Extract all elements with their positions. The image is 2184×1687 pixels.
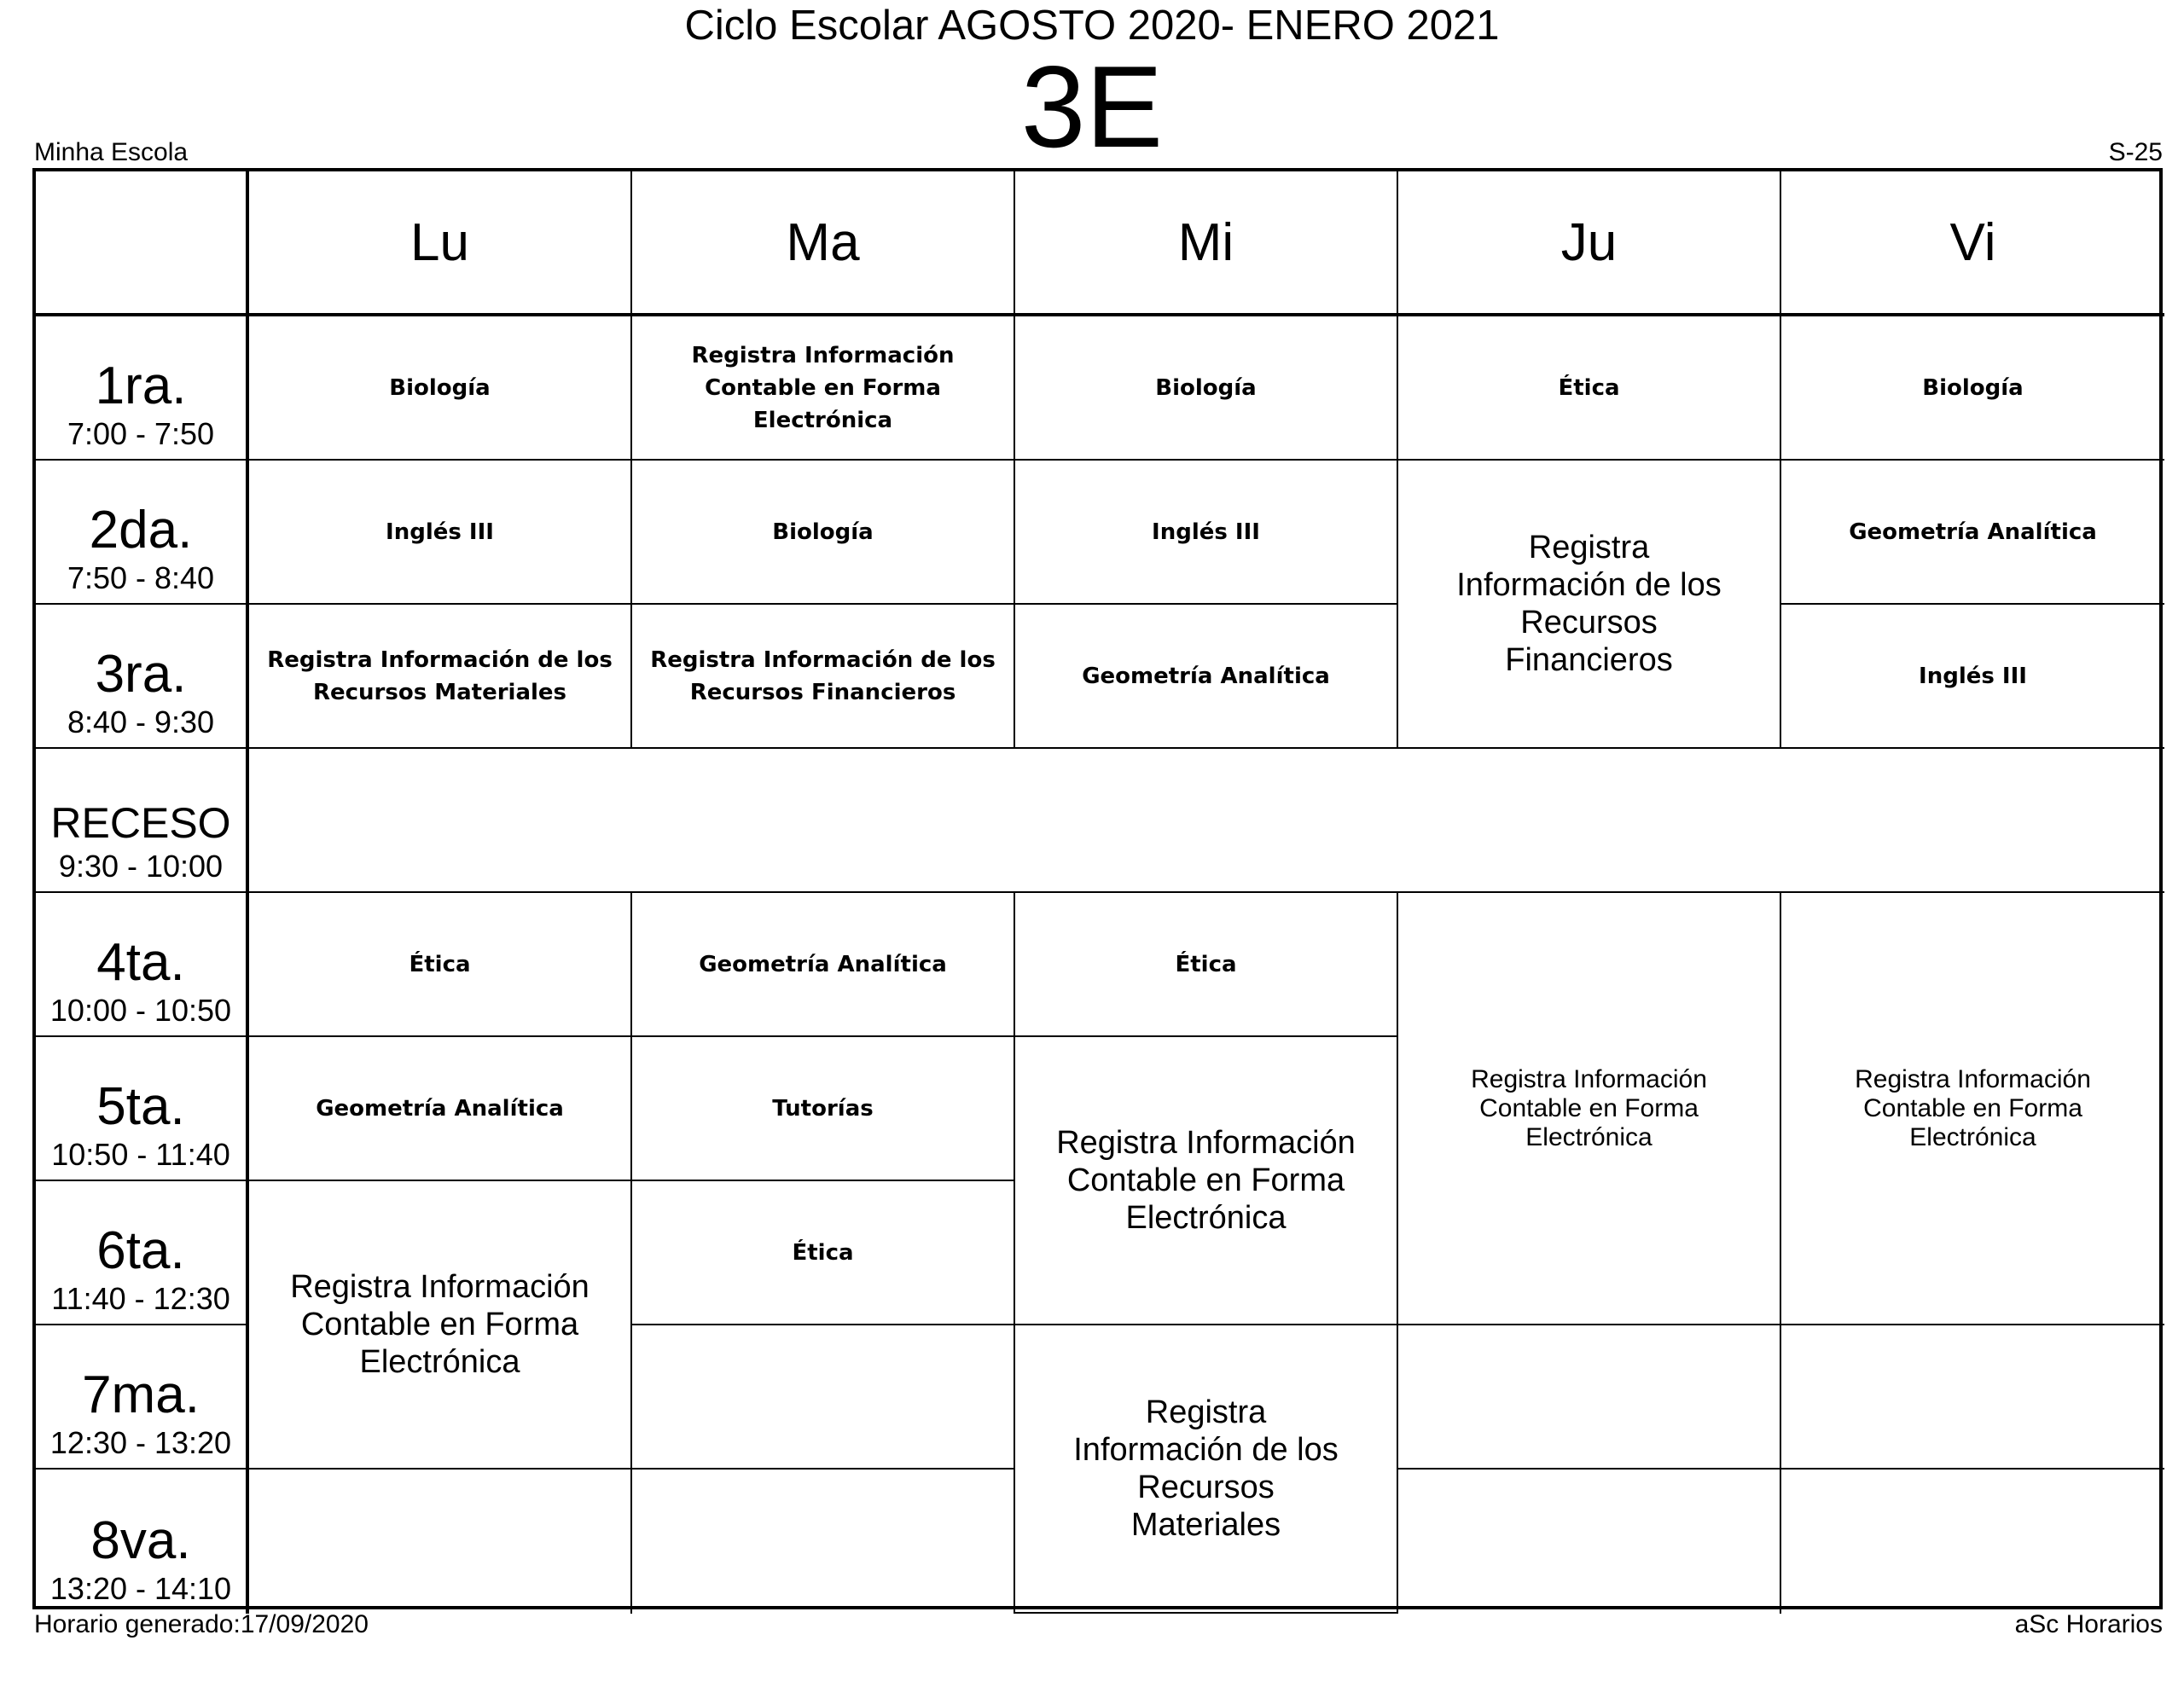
- lesson-cell: [249, 1037, 632, 1181]
- empty-cell: [1781, 1470, 2164, 1614]
- generated-date: Horario generado:17/09/2020: [34, 1610, 369, 1638]
- lesson-cell: [632, 316, 1015, 461]
- period-time: 9:30 - 10:00: [58, 849, 224, 884]
- lesson-subject: Registra Información de los Recursos Materiales: [1073, 1394, 1339, 1543]
- lesson-cell: [1781, 316, 2164, 461]
- empty-cell: [1781, 1325, 2164, 1470]
- cycle-title: Ciclo Escolar AGOSTO 2020- ENERO 2021: [684, 3, 1500, 49]
- lesson-cell: [1398, 316, 1781, 461]
- lesson-subject: Registra Información de los Recursos Financieros: [1456, 530, 1722, 678]
- lesson-cell: [1015, 1037, 1398, 1325]
- period-label: [36, 316, 249, 461]
- lesson-subject: Biología: [1922, 374, 2024, 401]
- lesson-subject: Inglés III: [386, 519, 494, 545]
- day-header-ju: Ju: [1398, 171, 1781, 316]
- period-label-recess: [36, 749, 249, 893]
- lesson-subject: Registra Información Contable en Forma Electrónica: [1471, 1064, 1707, 1151]
- corner-cell: [36, 171, 249, 316]
- period-time: 10:50 - 11:40: [51, 1137, 230, 1172]
- empty-cell: [249, 1470, 632, 1614]
- lesson-subject: Biología: [389, 374, 491, 401]
- day-header-mi: Mi: [1015, 171, 1398, 316]
- lesson-subject: Registra Información Contable en Forma Electrónica: [691, 342, 955, 433]
- period-name: 7ma.: [82, 1365, 200, 1424]
- timetable-grid: [32, 168, 2163, 1609]
- lesson-subject: Registra Información Contable en Forma Electrónica: [290, 1269, 590, 1380]
- period-label: [36, 1325, 249, 1470]
- period-label: [36, 1470, 249, 1614]
- lesson-cell: [632, 605, 1015, 749]
- period-label: [36, 605, 249, 749]
- lesson-cell: [249, 461, 632, 605]
- lesson-cell: [249, 893, 632, 1037]
- lesson-subject: Ética: [792, 1239, 854, 1266]
- empty-cell: [1398, 1470, 1781, 1614]
- period-name: 3ra.: [95, 645, 187, 704]
- lesson-cell: [1015, 316, 1398, 461]
- lesson-cell: [1015, 461, 1398, 605]
- lesson-cell: [1015, 1325, 1398, 1614]
- lesson-subject: Registra Información de los Recursos Financieros: [650, 646, 996, 705]
- lesson-subject: Ética: [1558, 374, 1620, 401]
- lesson-cell: [249, 605, 632, 749]
- empty-cell: [632, 1325, 1015, 1470]
- lesson-subject: Registra Información Contable en Forma Electrónica: [1855, 1064, 2091, 1151]
- period-time: 7:50 - 8:40: [67, 560, 215, 595]
- lesson-subject: Inglés III: [1919, 663, 2027, 689]
- recess-row: [249, 749, 2164, 893]
- period-name: 6ta.: [96, 1221, 185, 1280]
- lesson-cell: [632, 461, 1015, 605]
- school-name: Minha Escola: [34, 138, 189, 166]
- lesson-subject: Tutorías: [772, 1095, 874, 1122]
- period-label: [36, 1181, 249, 1325]
- lesson-subject: Geometría Analítica: [1082, 663, 1330, 689]
- lesson-subject: Biología: [772, 519, 874, 545]
- lesson-subject: Registra Información Contable en Forma Electrónica: [1056, 1125, 1356, 1236]
- lesson-subject: Geometría Analítica: [699, 951, 947, 977]
- day-header-vi: Vi: [1781, 171, 2164, 316]
- lesson-subject: Ética: [409, 951, 471, 977]
- software-credit: aSc Horarios: [2014, 1610, 2163, 1638]
- lesson-cell: [1015, 605, 1398, 749]
- period-name: 2da.: [89, 501, 193, 559]
- lesson-cell: [249, 316, 632, 461]
- lesson-cell: [1781, 461, 2164, 605]
- lesson-cell: [1015, 893, 1398, 1037]
- lesson-cell: [1398, 461, 1781, 749]
- lesson-subject: Biología: [1155, 374, 1257, 401]
- lesson-cell: [1781, 605, 2164, 749]
- period-label: [36, 893, 249, 1037]
- lesson-cell: [632, 1181, 1015, 1325]
- period-label: [36, 1037, 249, 1181]
- period-name: 4ta.: [96, 933, 185, 992]
- period-time: 8:40 - 9:30: [67, 704, 215, 739]
- lesson-cell: [632, 1037, 1015, 1181]
- lesson-cell: [249, 1181, 632, 1470]
- lesson-subject: Geometría Analítica: [1849, 519, 2097, 545]
- lesson-cell: [1398, 893, 1781, 1325]
- lesson-subject: Registra Información de los Recursos Materiales: [267, 646, 613, 705]
- page-code: S-25: [2108, 138, 2163, 166]
- period-time: 7:00 - 7:50: [67, 416, 215, 451]
- period-name: 1ra.: [95, 357, 187, 415]
- lesson-subject: Ética: [1175, 951, 1237, 977]
- period-time: 13:20 - 14:10: [49, 1571, 232, 1606]
- lesson-cell: [1781, 893, 2164, 1325]
- period-time: 12:30 - 13:20: [49, 1425, 232, 1460]
- period-name: 5ta.: [96, 1077, 185, 1136]
- day-header-lu: Lu: [249, 171, 632, 316]
- period-time: 11:40 - 12:30: [51, 1281, 230, 1316]
- period-label: [36, 461, 249, 605]
- lesson-subject: Inglés III: [1152, 519, 1260, 545]
- group-title: 3E: [1020, 42, 1164, 171]
- lesson-cell: [632, 893, 1015, 1037]
- empty-cell: [632, 1470, 1015, 1614]
- period-name: RECESO: [50, 799, 231, 847]
- empty-cell: [1398, 1325, 1781, 1470]
- lesson-subject: Geometría Analítica: [316, 1095, 564, 1122]
- day-header-ma: Ma: [632, 171, 1015, 316]
- period-time: 10:00 - 10:50: [49, 993, 232, 1028]
- period-name: 8va.: [90, 1511, 191, 1570]
